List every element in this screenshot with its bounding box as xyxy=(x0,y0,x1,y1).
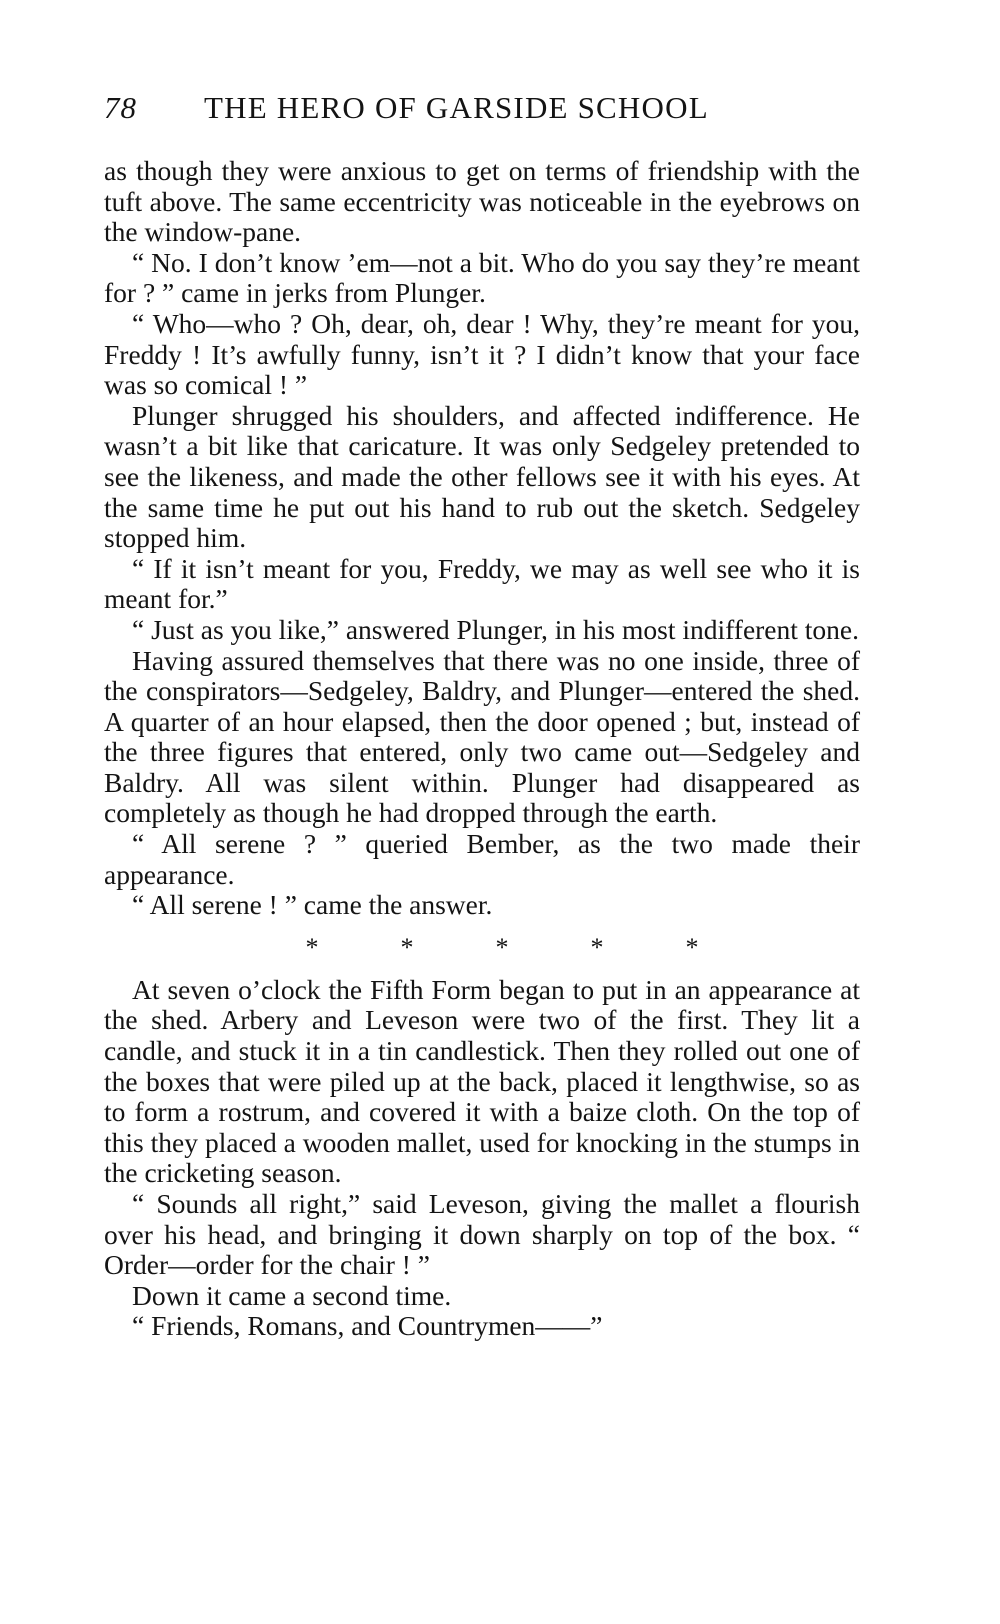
paragraph: Plunger shrugged his shoulders, and affected indifference. He wasn’t a bit like that caricature. It was only Sedgeley pretended to see the likeness, and made the other fellows see it with his eyes. At the same time he put out his hand to rub out the sketch. Sedgeley stopped him. xyxy=(104,399,860,554)
asterisk: * xyxy=(590,932,604,962)
paragraph: At seven o’clock the Fifth Form began to put in an appearance at the shed. Arbery and Leveson were two of the first. They lit a candle, and stuck it in a tin candlestick. Then they rolled out one of the boxes that were piled up at the back, placed it lengthwise, so as to form a rostrum, and covered it with a baize cloth. On the top of this they placed a wooden mallet, used for knocking in the stumps in the cricketing season. xyxy=(104,973,860,1189)
paragraph: “ All serene ! ” came the answer. xyxy=(132,889,493,921)
paragraph: “ Friends, Romans, and Countrymen——” xyxy=(132,1310,603,1342)
paragraph: “ All serene ? ” queried Bember, as the two made their appearance. xyxy=(104,828,860,890)
paragraph: “ No. I don’t know ’em—not a bit. Who do you say they’re meant for ? ” came in jerks from Plunger. xyxy=(104,246,860,309)
paragraph: “ Sounds all right,” said Leveson, giving the mallet a flourish over his head, and bringing it down sharply on top of the box. “ Order—order for the chair ! ” xyxy=(104,1188,860,1281)
asterisk: * xyxy=(400,932,414,962)
paragraph: “ If it isn’t meant for you, Freddy, we may as well see who it is meant for.” xyxy=(104,552,860,615)
asterisk: * xyxy=(495,932,509,962)
page-number: 78 xyxy=(104,90,137,125)
paragraph: Having assured themselves that there was no one inside, three of the conspirators—Sedgeley, Baldry, and Plunger—entered the shed. A quarter of an hour elapsed, then the door opened ; but, instead of the three figures that entered, only two came out—Sedgeley and Baldry. All was silent within. Plunger had disappeared as completely as though he had dropped through the earth. xyxy=(104,644,860,829)
page-header xyxy=(104,90,864,134)
section-break xyxy=(104,921,860,975)
paragraph: as though they were anxious to get on terms of friendship with the tuft above. The same eccentricity was noticeable in the eyebrows on the window-pane. xyxy=(104,155,860,248)
asterisk: * xyxy=(685,932,699,962)
body-text xyxy=(104,156,860,1342)
paragraph: “ Who—who ? Oh, dear, oh, dear ! Why, they’re meant for you, Freddy ! It’s awfully funny, isn’t it ? I didn’t know that your face was so comical ! ” xyxy=(104,307,860,401)
paragraph: Down it came a second time. xyxy=(132,1279,452,1311)
paragraph: “ Just as you like,” answered Plunger, in his most indifferent tone. xyxy=(132,613,860,645)
running-head: THE HERO OF GARSIDE SCHOOL xyxy=(204,90,709,125)
asterisk: * xyxy=(305,932,319,962)
